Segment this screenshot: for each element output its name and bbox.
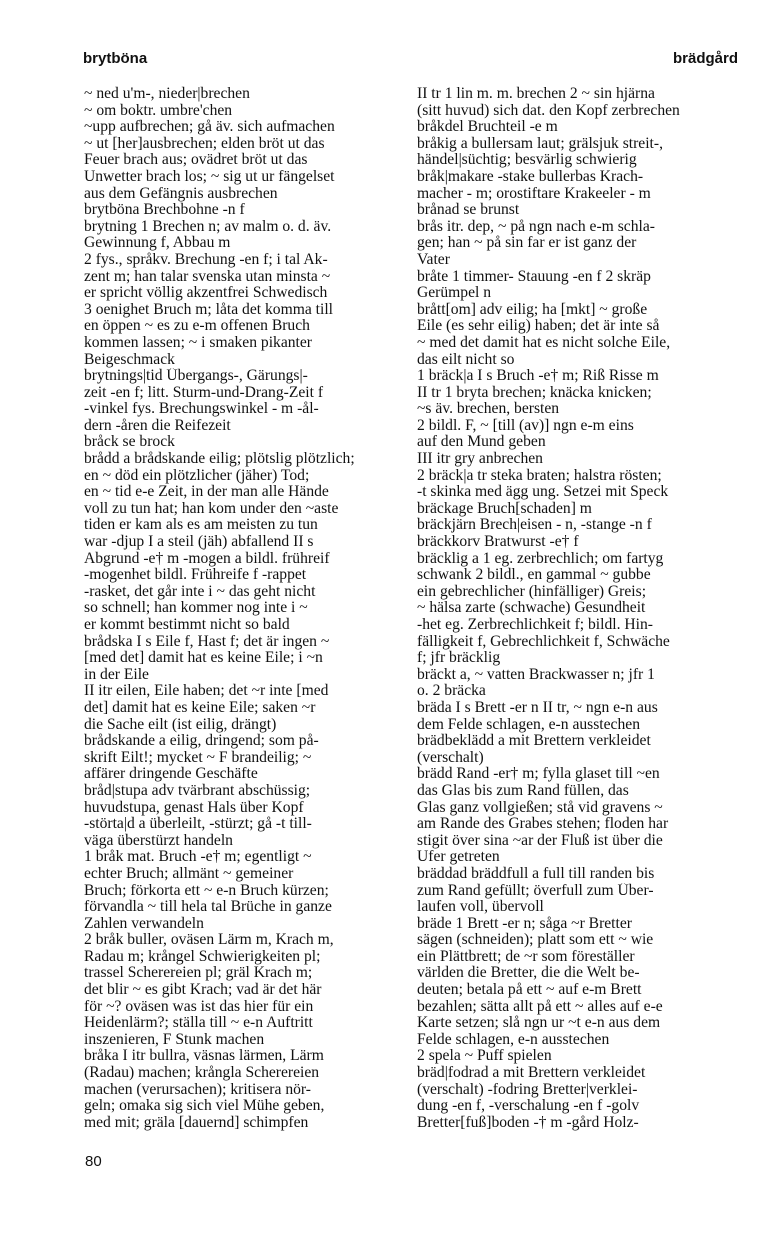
dictionary-line: bräda I s Brett -er n II tr, ~ ngn e-n aus — [417, 699, 658, 716]
dictionary-line: bräckage Bruch[schaden] m — [417, 500, 592, 517]
dictionary-line: ~s äv. brechen, bersten — [417, 401, 560, 418]
dictionary-line: Karte setzen; slå ngn ur ~t e-n aus dem — [417, 1015, 661, 1032]
dictionary-line: deuten; betala på ett ~ auf e-m Brett — [417, 982, 642, 999]
dictionary-line: dern -åren die Reifezeit — [84, 417, 231, 434]
dictionary-line: II tr 1 bryta brechen; knäcka knicken; — [417, 384, 652, 401]
dictionary-line: tiden er kam als es am meisten zu tun — [84, 517, 318, 534]
dictionary-line: en ~ död ein plötzlicher (jäher) Tod; — [84, 467, 310, 484]
dictionary-line: bräcklig a 1 eg. zerbrechlich; om fartyg — [417, 550, 664, 567]
dictionary-line: Heidenlärm?; ställa till ~ e-n Auftritt — [84, 1015, 313, 1032]
dictionary-line: Beigeschmack — [84, 351, 175, 368]
dictionary-line: bråkig a bullersam laut; grälsjuk streit-, — [417, 135, 663, 152]
dictionary-line: Gewinnung f, Abbau m — [84, 235, 231, 252]
dictionary-line: bezahlen; sätta allt på ett ~ alles auf e-e — [417, 998, 663, 1015]
dictionary-line: -t skinka med ägg ung. Setzei mit Speck — [417, 484, 669, 501]
dictionary-line: gen; han ~ på sin far er ist ganz der — [417, 235, 637, 252]
dictionary-line: bräckjärn Brech|eisen - n, -stange -n f — [417, 517, 652, 534]
dictionary-line: brås itr. dep, ~ på ngn nach e-m schla- — [417, 218, 655, 235]
dictionary-line: dung -en f, -verschalung -en f -golv — [417, 1098, 640, 1115]
dictionary-line: ein gebrechlicher (hinfälliger) Greis; — [417, 583, 647, 600]
page-number: 80 — [85, 1153, 102, 1170]
dictionary-line: (sitt huvud) sich dat. den Kopf zerbrechen — [417, 102, 680, 119]
dictionary-line: 2 bräck|a tr steka braten; halstra rösten; — [417, 467, 662, 484]
dictionary-line: er spricht völlig akzentfrei Schwedisch — [84, 285, 328, 302]
dictionary-line: det] damit hat es keine Eile; saken ~r — [84, 699, 316, 716]
dictionary-line: bräckt a, ~ vatten Brackwasser n; jfr 1 — [417, 666, 655, 683]
dictionary-line: laufen voll, übervoll — [417, 899, 544, 916]
dictionary-line: en ~ tid e-e Zeit, in der man alle Hände — [84, 484, 329, 501]
dictionary-line: bräd|fodrad a mit Brettern verkleidet — [417, 1065, 646, 1082]
dictionary-line: dem Felde schlagen, e-n ausstechen — [417, 716, 640, 733]
dictionary-line: bråd|stupa adv tvärbrant abschüssig; — [84, 782, 311, 799]
dictionary-line: schwank 2 bildl., en gammal ~ gubbe — [417, 567, 651, 584]
dictionary-line: bräckkorv Bratwurst -e† f — [417, 534, 579, 551]
dictionary-line: Radau m; krångel Schwierigkeiten pl; — [84, 948, 321, 965]
dictionary-line: Bruch; förkorta ett ~ e-n Bruch kürzen; — [84, 882, 329, 899]
dictionary-line: die Sache eilt (ist eilig, drängt) — [84, 716, 277, 733]
dictionary-line: [med det] damit hat es keine Eile; i ~n — [84, 650, 323, 667]
dictionary-line: för ~? oväsen was ist das hier für ein — [84, 998, 314, 1015]
dictionary-line: III itr gry anbrechen — [417, 451, 543, 468]
dictionary-line: -rasket, det går inte i ~ das geht nicht — [84, 583, 316, 600]
dictionary-line: huvudstupa, genast Hals über Kopf — [84, 799, 304, 816]
dictionary-line: er kommt bestimmt nicht so bald — [84, 617, 290, 633]
dictionary-line: Gerümpel n — [417, 285, 492, 302]
dictionary-line: sägen (schneiden); platt som ett ~ wie — [417, 932, 654, 949]
dictionary-line: voll zu tun hat; han kom under den ~aste — [84, 500, 339, 517]
dictionary-line: f; jfr bräcklig — [417, 650, 501, 667]
dictionary-line: 1 bråk mat. Bruch -e† m; egentligt ~ — [84, 849, 312, 866]
dictionary-line: so schnell; han kommer nog inte i ~ — [84, 600, 308, 617]
dictionary-line: en öppen ~ es zu e-m offenen Bruch — [84, 318, 310, 335]
dictionary-line: -het eg. Zerbrechlichkeit f; bildl. Hin- — [417, 617, 653, 633]
dictionary-line: brådskande a eilig, dringend; som på- — [84, 733, 319, 750]
dictionary-line: händel|süchtig; besvärlig schwierig — [417, 152, 637, 169]
dictionary-line: -störta|d a überleilt, -stürzt; gå -t till- — [84, 816, 312, 833]
dictionary-line: II tr 1 lin m. m. brechen 2 ~ sin hjärna — [417, 86, 655, 102]
dictionary-line: auf den Mund geben — [417, 434, 546, 451]
dictionary-line: bräde 1 Brett -er n; såga ~r Bretter — [417, 915, 632, 932]
dictionary-line: stigit över sina ~ar der Fluß ist über die — [417, 832, 663, 849]
dictionary-line: världen die Bretter, die die Welt be- — [417, 965, 640, 982]
dictionary-line: war -djup I a steil (jäh) abfallend II s — [84, 534, 314, 551]
dictionary-line: das eilt nicht so — [417, 351, 515, 368]
dictionary-line: affärer dringende Geschäfte — [84, 766, 258, 783]
dictionary-line: brånad se brunst — [417, 202, 520, 219]
dictionary-line: 2 spela ~ Puff spielen — [417, 1048, 552, 1065]
dictionary-line: II itr eilen, Eile haben; det ~r inte [med — [84, 683, 329, 700]
dictionary-line: in der Eile — [84, 666, 149, 683]
dictionary-line: Zahlen verwandeln — [84, 915, 204, 932]
dictionary-line: förvandla ~ till hela tal Brüche in ganze — [84, 899, 332, 916]
dictionary-line: väga überstürzt handeln — [84, 832, 233, 849]
right-column — [417, 86, 737, 1131]
dictionary-line: 2 bråk buller, oväsen Lärm m, Krach m, — [84, 932, 334, 949]
dictionary-line: bråkdel Bruchteil -e m — [417, 119, 558, 136]
dictionary-line: trassel Scherereien pl; gräl Krach m; — [84, 965, 313, 982]
dictionary-line: Ufer getreten — [417, 849, 500, 866]
dictionary-line: Glas ganz vollgießen; stå vid gravens ~ — [417, 799, 663, 816]
dictionary-line: fälligkeit f, Gebrechlichkeit f, Schwäche — [417, 633, 670, 650]
dictionary-line: brytning 1 Brechen n; av malm o. d. äv. — [84, 218, 332, 235]
dictionary-line: ~ hälsa zarte (schwache) Gesundheit — [417, 600, 646, 617]
dictionary-line: Vater — [417, 251, 450, 268]
dictionary-line: am Rande des Grabes stehen; floden har — [417, 816, 669, 833]
dictionary-line: bräddad bräddfull a full till randen bis — [417, 865, 655, 882]
dictionary-line: -vinkel fys. Brechungswinkel - m -ål- — [84, 401, 319, 418]
dictionary-line: o. 2 bräcka — [417, 683, 486, 700]
dictionary-line: aus dem Gefängnis ausbrechen — [84, 185, 278, 202]
dictionary-line: Unwetter brach los; ~ sig ut ur fängelset — [84, 168, 335, 185]
dictionary-line: bråte 1 timmer- Stauung -en f 2 skräp — [417, 268, 651, 285]
dictionary-line: 2 bildl. F, ~ [till (av)] ngn e-m eins — [417, 417, 634, 434]
dictionary-line: Feuer brach aus; ovädret bröt ut das — [84, 152, 308, 169]
dictionary-line: Bretter[fuß]boden -† m -gård Holz- — [417, 1114, 639, 1131]
header-left-guideword: brytböna — [83, 50, 148, 67]
dictionary-line: geln; omaka sig sich viel Mühe geben, — [84, 1098, 325, 1115]
header-right-guideword: brädgård — [672, 50, 738, 67]
dictionary-line: 1 bräck|a I s Bruch -e† m; Riß Risse m — [417, 368, 659, 385]
dictionary-line: brytböna Brechbohne -n f — [84, 202, 245, 219]
dictionary-line: (verschalt) -fodring Bretter|verklei- — [417, 1081, 638, 1098]
dictionary-line: Abgrund -e† m -mogen a bildl. frühreif — [84, 550, 330, 567]
dictionary-line: brått[om] adv eilig; ha [mkt] ~ große — [417, 301, 648, 318]
dictionary-line: 2 fys., språkv. Brechung -en f; i tal Ak- — [84, 251, 328, 268]
dictionary-line: brädd Rand -er† m; fylla glaset till ~en — [417, 766, 660, 783]
dictionary-line: (verschalt) — [417, 749, 484, 766]
dictionary-line: Eile (es sehr eilig) haben; det är inte så — [417, 318, 660, 335]
dictionary-line: 3 oenighet Bruch m; låta det komma till — [84, 301, 334, 318]
dictionary-line: bråk|makare -stake bullerbas Krach- — [417, 168, 644, 185]
dictionary-line: machen (verursachen); kritisera nör- — [84, 1081, 311, 1098]
dictionary-line: zeit -en f; litt. Sturm-und-Drang-Zeit f — [84, 384, 324, 401]
dictionary-line: brådska I s Eile f, Hast f; det är ingen ~ — [84, 633, 330, 650]
dictionary-line: bråck se brock — [84, 434, 175, 451]
left-column — [84, 86, 402, 1131]
dictionary-line: ein Plättbrett; de ~r som föreställer — [417, 948, 635, 965]
dictionary-line: brådd a brådskande eilig; plötslig plötzlich; — [84, 451, 355, 468]
dictionary-line: zent m; han talar svenska utan minsta ~ — [84, 268, 331, 285]
dictionary-line: -mogenhet bildl. Frühreife f -rappet — [84, 567, 307, 584]
dictionary-line: inszenieren, F Stunk machen — [84, 1031, 265, 1048]
dictionary-line: Felde schlagen, e-n ausstechen — [417, 1031, 610, 1048]
dictionary-line: zum Rand gefüllt; överfull zum Über- — [417, 882, 654, 899]
dictionary-line: ~upp aufbrechen; gå äv. sich aufmachen — [84, 119, 335, 136]
dictionary-line: ~ ned u'm-, nieder|brechen — [84, 86, 250, 102]
dictionary-line: brytnings|tid Übergangs-, Gärungs|- — [84, 368, 308, 385]
dictionary-line: macher - m; orostiftare Krakeeler - m — [417, 185, 651, 202]
page-header — [83, 50, 738, 72]
dictionary-line: echter Bruch; allmänt ~ gemeiner — [84, 865, 294, 882]
dictionary-line: ~ om boktr. umbre'chen — [84, 102, 233, 119]
dictionary-line: det blir ~ es gibt Krach; vad är det här — [84, 982, 322, 999]
dictionary-line: ~ ut [her]ausbrechen; elden bröt ut das — [84, 135, 325, 152]
dictionary-line: (Radau) machen; krångla Scherereien — [84, 1065, 320, 1082]
dictionary-line: ~ med det damit hat es nicht solche Eile, — [417, 334, 671, 351]
dictionary-line: das Glas bis zum Rand füllen, das — [417, 782, 629, 799]
dictionary-line: kommen lassen; ~ i smaken pikanter — [84, 334, 312, 351]
dictionary-line: bråka I itr bullra, väsnas lärmen, Lärm — [84, 1048, 324, 1065]
dictionary-line: brädbeklädd a mit Brettern verkleidet — [417, 733, 651, 750]
dictionary-line: med mit; gräla [dauernd] schimpfen — [84, 1114, 309, 1131]
dictionary-line: skrift Eilt!; mycket ~ F brandeilig; ~ — [84, 749, 312, 766]
